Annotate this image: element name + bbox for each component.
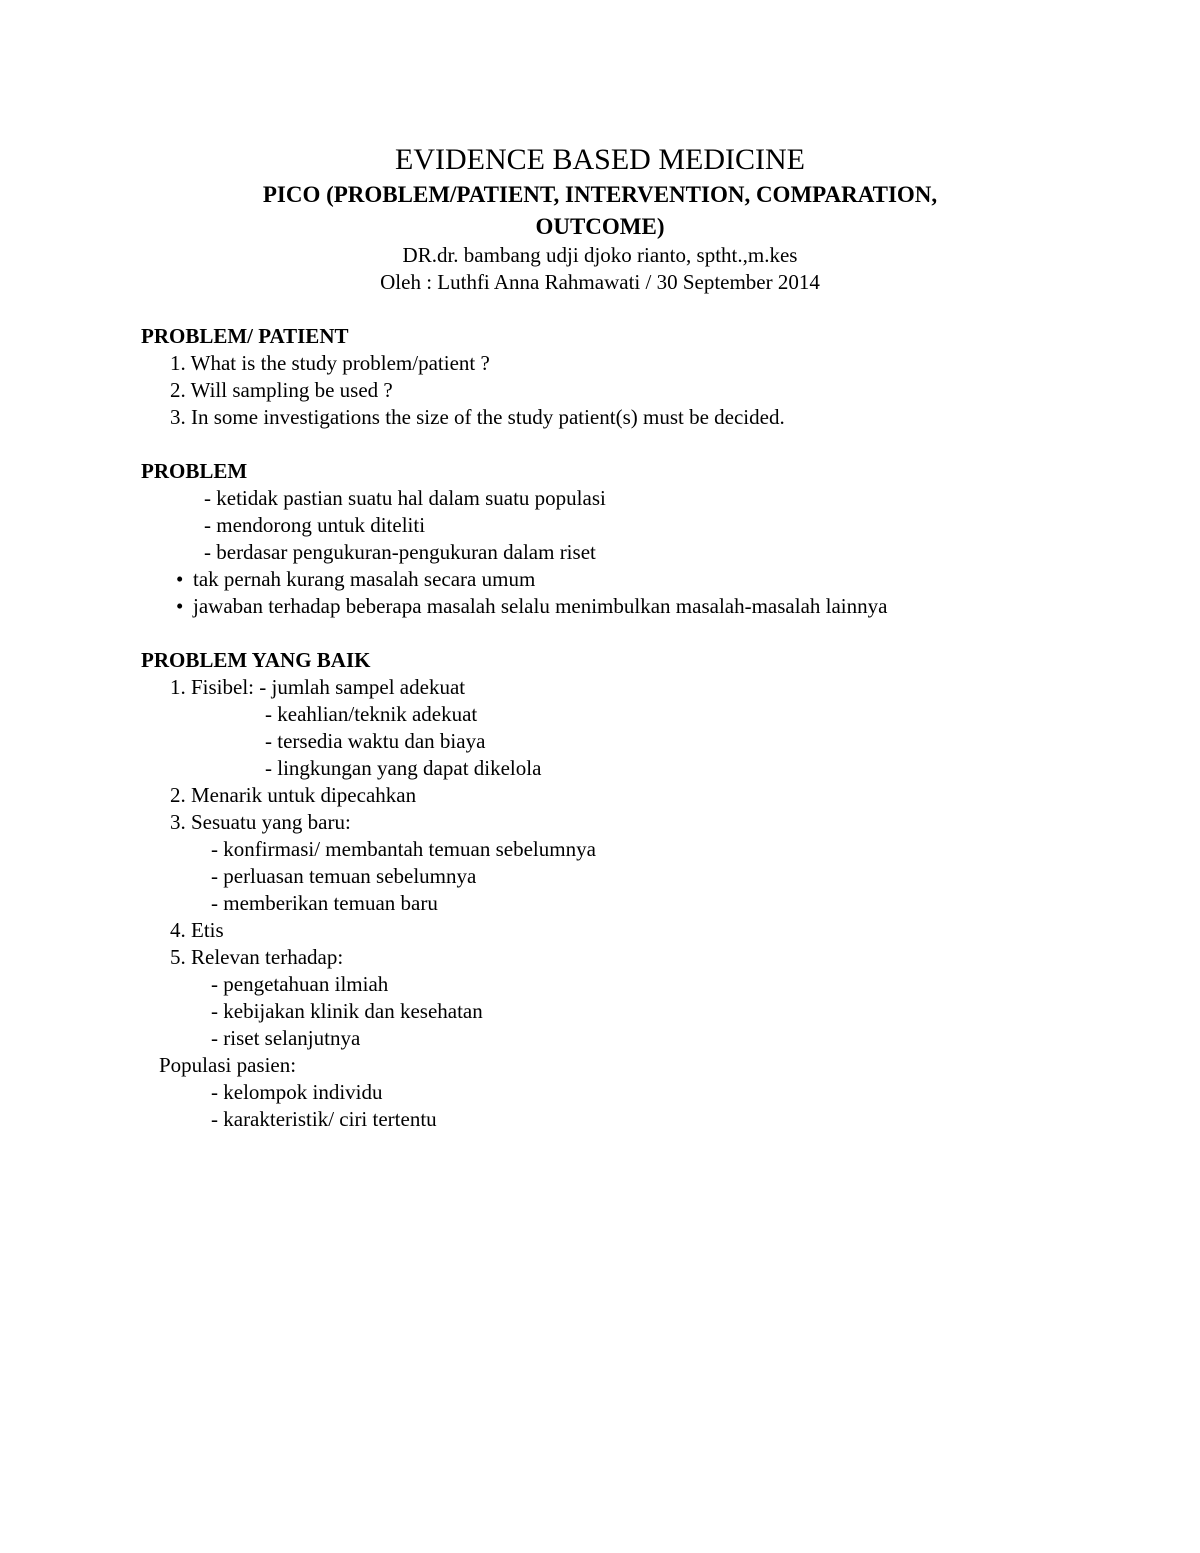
- list-item: 2. Menarik untuk dipecahkan: [170, 783, 417, 807]
- list-item: 1. What is the study problem/patient ?: [170, 351, 490, 375]
- list-item: - mendorong untuk diteliti: [204, 513, 426, 537]
- lecturer-line: DR.dr. bambang udji djoko rianto, sptht.,m.kes: [402, 243, 798, 267]
- list-subitem: - memberikan temuan baru: [211, 891, 438, 915]
- list-item: 2. Will sampling be used ?: [170, 378, 393, 402]
- list-item: 3. In some investigations the size of the study patient(s) must be decided.: [170, 405, 785, 429]
- populasi-label: Populasi pasien:: [159, 1053, 297, 1077]
- list-subitem: - konfirmasi/ membantah temuan sebelumnya: [211, 837, 596, 861]
- list-subitem: - karakteristik/ ciri tertentu: [211, 1107, 437, 1131]
- list-subitem: - lingkungan yang dapat dikelola: [265, 756, 542, 780]
- list-item: 1. Fisibel: - jumlah sampel adekuat: [170, 675, 466, 699]
- section-heading-problem-yang-baik: PROBLEM YANG BAIK: [141, 648, 371, 672]
- list-item: 4. Etis: [170, 918, 224, 942]
- list-subitem: - kelompok individu: [211, 1080, 383, 1104]
- list-subitem: - pengetahuan ilmiah: [211, 972, 389, 996]
- document-subtitle-line1: PICO (PROBLEM/PATIENT, INTERVENTION, COMPARATION,: [262, 182, 938, 207]
- list-subitem: - riset selanjutnya: [211, 1026, 361, 1050]
- bullet-icon: •: [176, 594, 184, 618]
- list-subitem: - kebijakan klinik dan kesehatan: [211, 999, 483, 1023]
- list-subitem: - perluasan temuan sebelumnya: [211, 864, 477, 888]
- document-subtitle-line2: OUTCOME): [535, 214, 665, 239]
- list-subitem: - keahlian/teknik adekuat: [265, 702, 478, 726]
- list-subitem: - tersedia waktu dan biaya: [265, 729, 486, 753]
- bullet-item: jawaban terhadap beberapa masalah selalu menimbulkan masalah-masalah lainnya: [193, 594, 888, 618]
- bullet-icon: •: [176, 567, 184, 591]
- bullet-item: tak pernah kurang masalah secara umum: [193, 567, 536, 591]
- list-item: 5. Relevan terhadap:: [170, 945, 344, 969]
- author-line: Oleh : Luthfi Anna Rahmawati / 30 September 2014: [380, 270, 820, 294]
- list-item: 3. Sesuatu yang baru:: [170, 810, 351, 834]
- list-item: - berdasar pengukuran-pengukuran dalam riset: [204, 540, 596, 564]
- section-heading-problem-patient: PROBLEM/ PATIENT: [141, 324, 349, 348]
- list-item: - ketidak pastian suatu hal dalam suatu populasi: [204, 486, 606, 510]
- section-heading-problem: PROBLEM: [141, 459, 248, 483]
- document-title: EVIDENCE BASED MEDICINE: [395, 143, 805, 176]
